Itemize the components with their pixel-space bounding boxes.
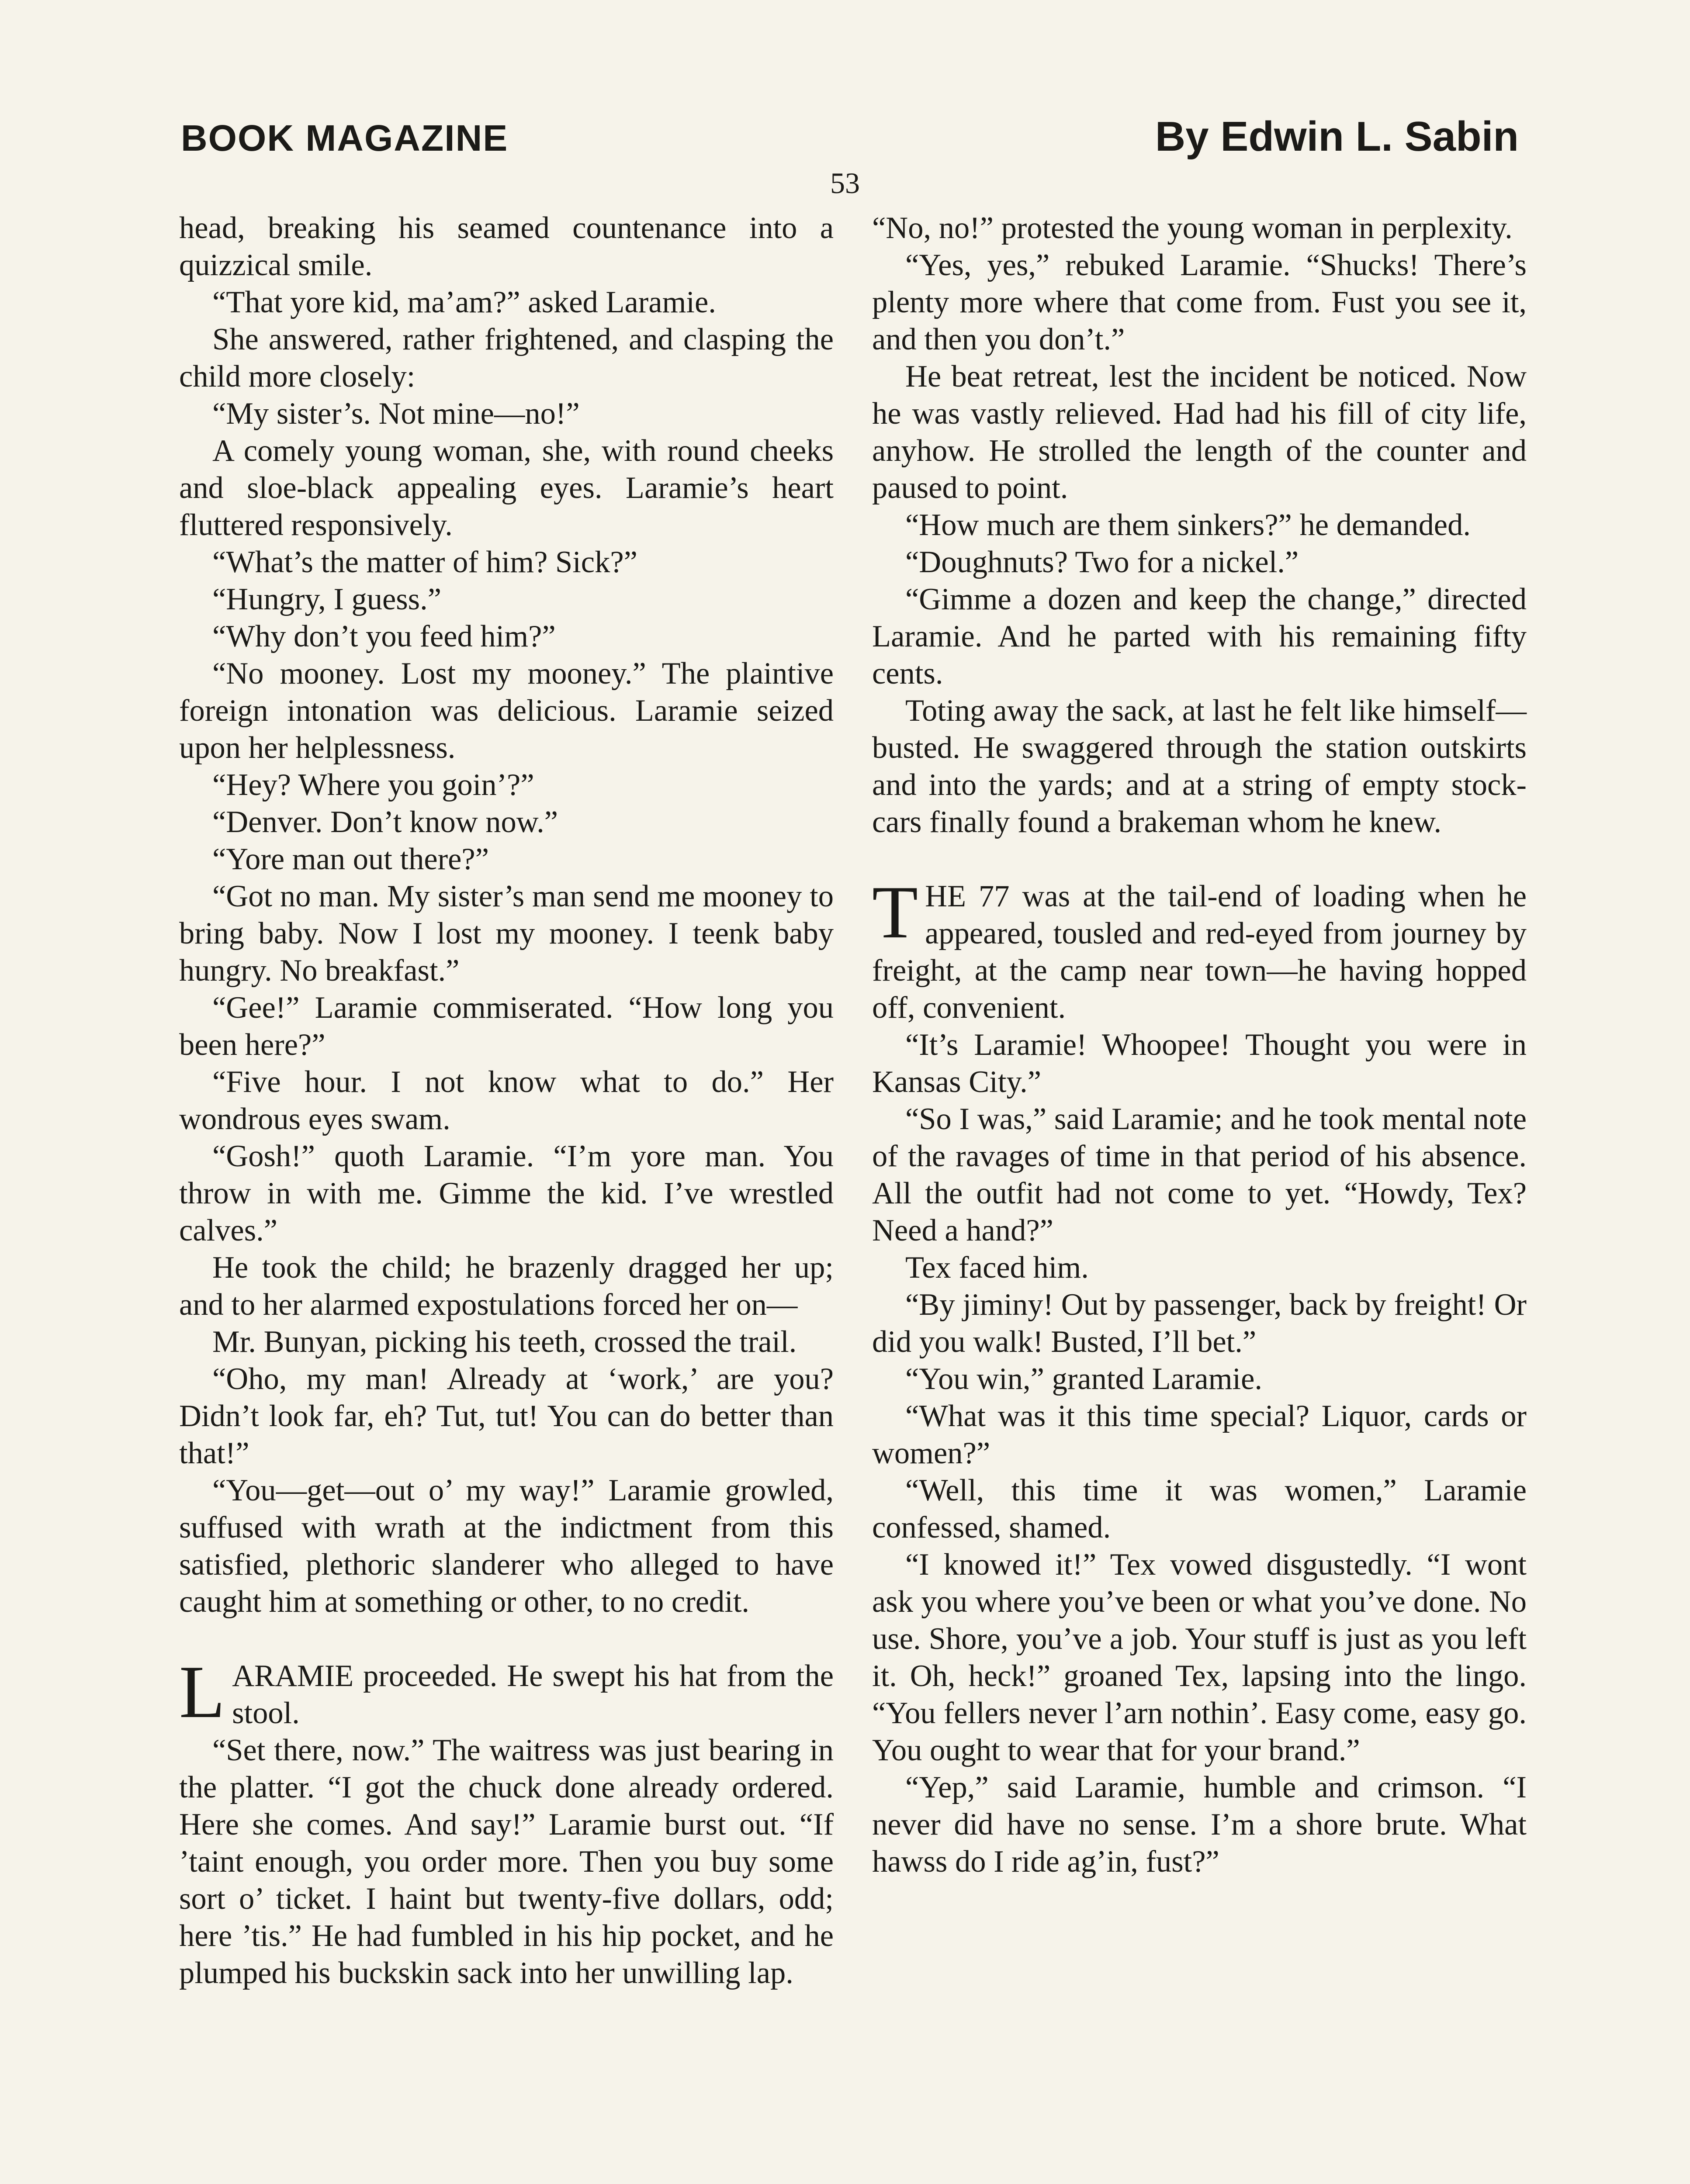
section-break-paragraph [872,871,1527,1026]
section-break-paragraph [179,1651,834,1734]
paragraph: head, breaking his seamed countenance into a quizzical smile. [179,211,834,282]
paragraph: “Doughnuts? Two for a nickel.” [905,545,1299,579]
paragraph: “Yep,” said Laramie, humble and crimson. “I never did have no sense. I’m a shore brute. What hawss do I ride ag’in, fust?” [872,1770,1527,1879]
paragraph: “How much are them sinkers?” he demanded. [905,508,1471,542]
paragraph: “So I was,” said Laramie; and he took mental note of the ravages of time in that period of his absence. All the outfit had not come to yet. “Howdy, Tex? Need a hand?” [872,1102,1527,1248]
paragraph: “Gee!” Laramie commiserated. “How long you been here?” [179,991,834,1062]
page-number: 53 [830,166,860,200]
paragraph: “You—get—out o’ my way!” Laramie growled, suffused with wrath at the indictment from this satisfied, plethoric slanderer who alleged to have caught him at something or other, to no credit. [179,1473,834,1619]
paragraph: “That yore kid, ma’am?” asked Laramie. [212,285,716,319]
paragraph: He beat retreat, lest the incident be noticed. Now he was vastly relieved. Had had his fill of city life, anyhow. He strolled the length of the counter and paused to point. [872,359,1527,505]
paragraph: “Well, this time it was women,” Laramie confessed, shamed. [872,1473,1527,1545]
paragraph: She answered, rather frightened, and clasping the child more closely: [179,322,834,394]
magazine-title: BOOK MAGAZINE [181,117,509,159]
paragraph: “Denver. Don’t know now.” [212,805,558,839]
paragraph: “No mooney. Lost my mooney.” The plaintive foreign intonation was delicious. Laramie seized upon her helplessness. [179,657,834,765]
paragraph: “Gosh!” quoth Laramie. “I’m yore man. You throw in with me. Gimme the kid. I’ve wrestled calves.” [179,1139,834,1248]
left-section-paragraphs [179,1732,834,1992]
drop-cap: L [179,1651,225,1734]
paragraph: A comely young woman, she, with round cheeks and sloe-black appealing eyes. Laramie’s heart fluttered responsively. [179,434,834,542]
paragraph: “No, no!” protested the young woman in perplexity. [872,211,1513,245]
right-column [872,210,1527,1880]
paragraph: “Yore man out there?” [212,842,489,876]
paragraph: “By jiminy! Out by passenger, back by freight! Or did you walk! Busted, I’ll bet.” [872,1288,1527,1359]
paragraph: “Hey? Where you goin’?” [212,768,534,802]
left-column [179,210,834,1992]
left-paragraphs [179,210,834,1621]
paragraph: “Gimme a dozen and keep the change,” directed Laramie. And he parted with his remaining fifty cents. [872,582,1527,691]
paragraph: “Set there, now.” The waitress was just bearing in the platter. “I got the chuck done already ordered. Here she comes. And say!” Laramie burst out. “If ’taint enough, you order more. Then you buy some sort o’ ticket. I haint but twenty-five dollars, odd; here ’tis.” He had fumbled in his hip pocket, and he plumped his buckskin sack into her unwilling lap. [179,1733,834,1990]
paragraph: “What’s the matter of him? Sick?” [212,545,637,579]
paragraph: “Got no man. My sister’s man send me mooney to bring baby. Now I lost my mooney. I teenk baby hungry. No breakfast.” [179,879,834,988]
right-section-paragraphs [872,1026,1527,1880]
paragraph: Toting away the sack, at last he felt like himself—busted. He swaggered through the station outskirts and into the yards; and at a string of empty stock-cars finally found a brakeman whom he knew. [872,694,1527,839]
paragraph: “Yes, yes,” rebuked Laramie. “Shucks! There’s plenty more where that come from. Fust you see it, and then you don’t.” [872,248,1527,356]
paragraph: “Oho, my man! Already at ‘work,’ are you? Didn’t look far, eh? Tut, tut! You can do better than that!” [179,1362,834,1470]
paragraph: “It’s Laramie! Whoopee! Thought you were in Kansas City.” [872,1028,1527,1099]
paragraph: “You win,” granted Laramie. [905,1362,1263,1396]
paragraph: “Five hour. I not know what to do.” Her wondrous eyes swam. [179,1065,834,1136]
right-paragraphs [872,210,1527,841]
section-lead-text: HE 77 was at the tail-end of loading when he appeared, tousled and red-eyed from journey by freight, at the camp near town—he having hopped off, convenient. [872,879,1527,1025]
paragraph: Mr. Bunyan, picking his teeth, crossed the trail. [212,1325,797,1359]
paragraph: He took the child; he brazenly dragged her up; and to her alarmed expostulations forced her on— [179,1251,834,1322]
paragraph: “My sister’s. Not mine—no!” [212,397,580,431]
paragraph: Tex faced him. [905,1251,1089,1285]
paragraph: “What was it this time special? Liquor, cards or women?” [872,1399,1527,1470]
author-byline: By Edwin L. Sabin [1155,113,1519,160]
paragraph: “Why don’t you feed him?” [212,619,556,653]
paragraph: “I knowed it!” Tex vowed disgustedly. “I wont ask you where you’ve been or what you’ve done. No use. Shore, you’ve a job. Your stuff is just as you left it. Oh, heck!” groaned Tex, lapsing into the lingo. “You fellers never l’arn nothin’. Easy come, easy go. You ought to wear that for your brand.” [872,1548,1527,1767]
section-lead-text: ARAMIE proceeded. He swept his hat from the stool. [232,1659,834,1730]
drop-cap: T [872,871,918,954]
paragraph: “Hungry, I guess.” [212,582,442,616]
